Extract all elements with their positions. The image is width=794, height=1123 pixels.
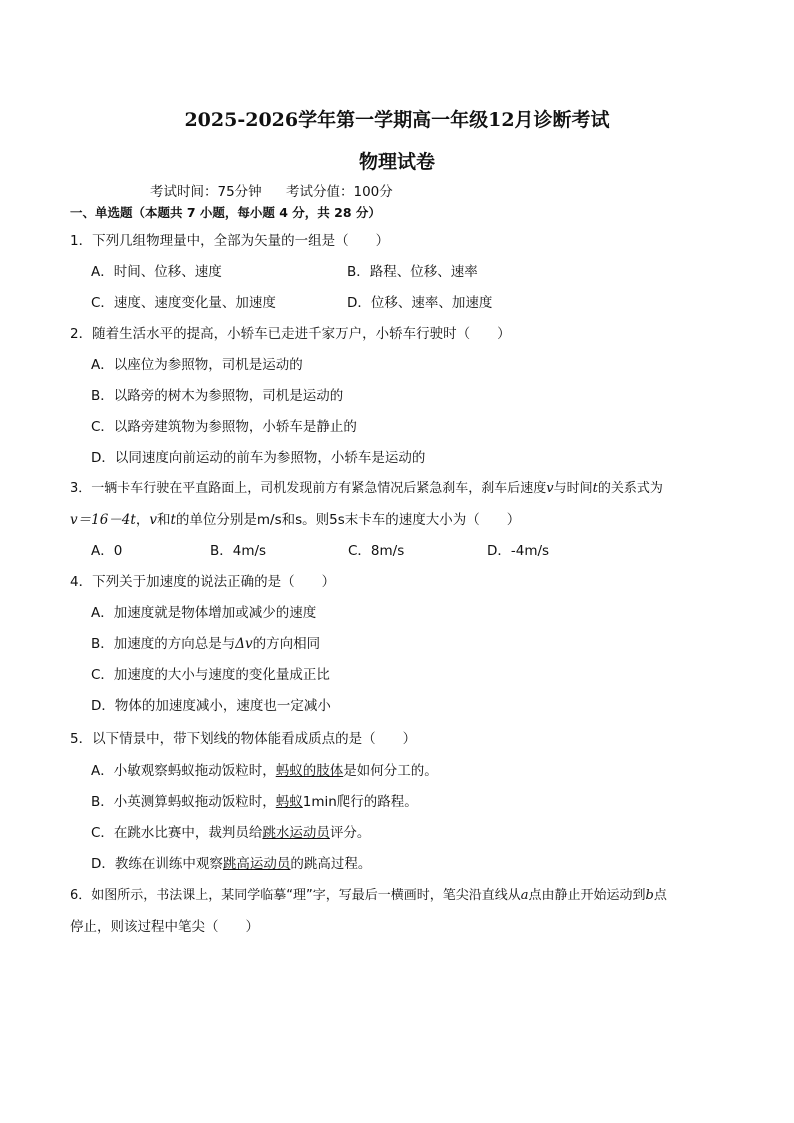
question-4-stem: 4．下列关于加速度的说法正确的是（ ） bbox=[70, 574, 336, 590]
question-1-option-a: A．时间、位移、速度 bbox=[91, 264, 222, 280]
question-1-option-c: C．速度、速度变化量、加速度 bbox=[91, 295, 276, 311]
question-5-stem: 5．以下情景中，带下划线的物体能看成质点的是（ ） bbox=[70, 731, 417, 747]
question-1-stem: 1．下列几组物理量中，全部为矢量的一组是（ ） bbox=[70, 233, 390, 249]
question-4-option-a: A．加速度就是物体增加或减少的速度 bbox=[91, 605, 317, 621]
velocity-formula: v＝16－4t bbox=[70, 512, 136, 528]
question-3-option-b: B．4m/s bbox=[210, 543, 267, 559]
question-3-option-c: C．8m/s bbox=[348, 543, 405, 559]
question-2-option-b: B．以路旁的树木为参照物，司机是运动的 bbox=[91, 388, 344, 404]
question-1-option-b: B．路程、位移、速率 bbox=[347, 264, 478, 280]
question-5-option-a: A．小敏观察蚂蚁拖动饭粒时，蚂蚁的肢体是如何分工的。 bbox=[91, 763, 438, 779]
question-1-option-d: D．位移、速率、加速度 bbox=[347, 295, 493, 311]
question-5-option-d: D．教练在训练中观察跳高运动员的跳高过程。 bbox=[91, 856, 372, 872]
question-4-option-d: D．物体的加速度减小，速度也一定减小 bbox=[91, 698, 331, 714]
question-3-option-d: D．-4m/s bbox=[487, 543, 550, 559]
question-4-option-c: C．加速度的大小与速度的变化量成正比 bbox=[91, 667, 330, 683]
question-2-stem: 2．随着生活水平的提高，小轿车已走进千家万户，小轿车行驶时（ ） bbox=[70, 326, 511, 342]
question-3-stem-line2: v＝16－4t，v和t的单位分别是m/s和s。则5s末卡车的速度大小为（ ） bbox=[70, 512, 521, 528]
section-heading: 一、单选题（本题共 7 小题，每小题 4 分，共 28 分） bbox=[70, 205, 381, 220]
exam-score: 考试分值：100分 bbox=[285, 184, 393, 200]
question-5-option-b: B．小英测算蚂蚁拖动饭粒时，蚂蚁1min爬行的路程。 bbox=[91, 794, 418, 810]
exam-subtitle: 物理试卷 bbox=[358, 151, 435, 173]
question-6-stem: 6．如图所示，书法课上，某同学临摹“理”字，写最后一横画时，笔尖沿直线从a点由静止开始运动到b点 bbox=[70, 888, 667, 903]
question-5-option-c: C．在跳水比赛中，裁判员给跳水运动员评分。 bbox=[91, 825, 371, 841]
exam-title: 2025-2026学年第一学期高一年级12月诊断考试 bbox=[184, 109, 610, 131]
question-3-option-a: A．0 bbox=[91, 543, 123, 559]
question-6-stem-line2: 停止，则该过程中笔尖（ ） bbox=[70, 919, 259, 935]
question-2-option-c: C．以路旁建筑物为参照物，小轿车是静止的 bbox=[91, 419, 357, 435]
exam-meta bbox=[150, 180, 413, 200]
question-3-stem: 3．一辆卡车行驶在平直路面上，司机发现前方有紧急情况后紧急刹车，刹车后速度v与时间t的关系式为 bbox=[70, 481, 663, 496]
question-2-option-d: D．以同速度向前运动的前车为参照物，小轿车是运动的 bbox=[91, 450, 426, 466]
question-2-option-a: A．以座位为参照物，司机是运动的 bbox=[91, 357, 303, 373]
question-4-option-b: B．加速度的方向总是与Δv的方向相同 bbox=[91, 636, 321, 652]
exam-time: 考试时间：75分钟 bbox=[150, 184, 262, 200]
